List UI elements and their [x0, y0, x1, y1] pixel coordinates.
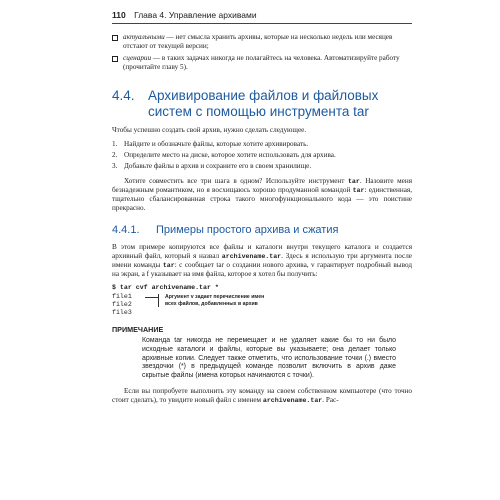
note-box	[112, 325, 412, 381]
steps-list	[112, 140, 412, 171]
body-paragraph: В этом примере копируются все файлы и каталоги внутри текущего каталога и создается архивный файл, который я назвал archivename.tar. Здесь я использую три аргумента после имени команды tar: c сообщает tar о создании нового архива, v гарантирует подробный вывод на экран, а f указывает на имя файла, которое я хотел бы получить:	[112, 243, 412, 278]
checkbox-bullet-icon	[112, 56, 118, 62]
section-heading	[112, 88, 412, 120]
subsection-heading	[112, 224, 412, 237]
bullet-item	[112, 54, 412, 72]
bullet-text: — в таких задачах никогда не полагайтесь на человека. Автоматизируйте работу (прочитайте главу 5).	[123, 54, 400, 71]
code-annotation: Аргумент v задает перечисление имен всех файлов, добавленных в архив	[158, 294, 264, 307]
code-listing	[112, 284, 412, 317]
bullet-item	[112, 33, 412, 51]
intro-paragraph: Чтобы успешно создать свой архив, нужно сделать следующее.	[112, 126, 307, 134]
section-number: 4.4.	[112, 88, 135, 103]
bullet-term: сценарии	[123, 54, 152, 62]
bullet-term: актуальными	[123, 33, 165, 41]
list-item: 3. Добавьте файлы в архив и сохраните его в своем хранилище.	[112, 162, 312, 170]
page-content	[112, 33, 412, 405]
subsection-title: Примеры простого архива и сжатия	[156, 224, 339, 236]
body-paragraph: Хотите совместить все три шага в одном? Используйте инструмент tar. Назовите меня безнадежным романтиком, но я восхищаюсь хорошо продуманной командой tar: единственная, тщательно сбалансированная строка такого многофункционального кода — это поистине прекрасно.	[112, 177, 412, 212]
page-number: 110	[112, 10, 126, 20]
code-output	[112, 293, 144, 317]
output-line: file1	[112, 293, 132, 300]
output-line: file2	[112, 301, 132, 308]
code-command: $ tar cvf archivename.tar *	[112, 284, 219, 291]
output-line: file3	[112, 309, 132, 316]
chapter-title: Глава 4. Управление архивами	[134, 10, 257, 20]
section-title: Архивирование файлов и файловых систем с помощью инструмента tar	[148, 88, 379, 119]
checkbox-bullet-icon	[112, 35, 118, 41]
note-body: Команда tar никогда не перемещает и не удаляет какие бы то ни было исходные каталоги и файлы, которые вы указываете; она делает только архивные копии. Следует также отметить, что использование точки (.) вместо звездочки (*) в предыдущей команде позволит включить в архив даже скрытые файлы (имена которых начинаются с точки).	[142, 337, 396, 380]
list-item: 1. Найдите и обозначьте файлы, которые хотите архивировать.	[112, 140, 309, 148]
list-item: 2. Определите место на диске, которое хотите использовать для архива.	[112, 151, 336, 159]
page-header	[112, 10, 412, 24]
subsection-number: 4.4.1.	[112, 224, 140, 236]
annotation-pointer	[145, 297, 158, 298]
bullet-text: — нет смысла хранить архивы, которые на несколько недель или месяцев отстают от текущей версии;	[123, 33, 393, 50]
note-title: ПРИМЕЧАНИЕ	[112, 325, 164, 334]
body-paragraph: Если вы попробуете выполнить эту команду на своем собственном компьютере (что точно стоит сделать), то увидите новый файл с именем archivename.tar. Рас-	[112, 386, 412, 404]
